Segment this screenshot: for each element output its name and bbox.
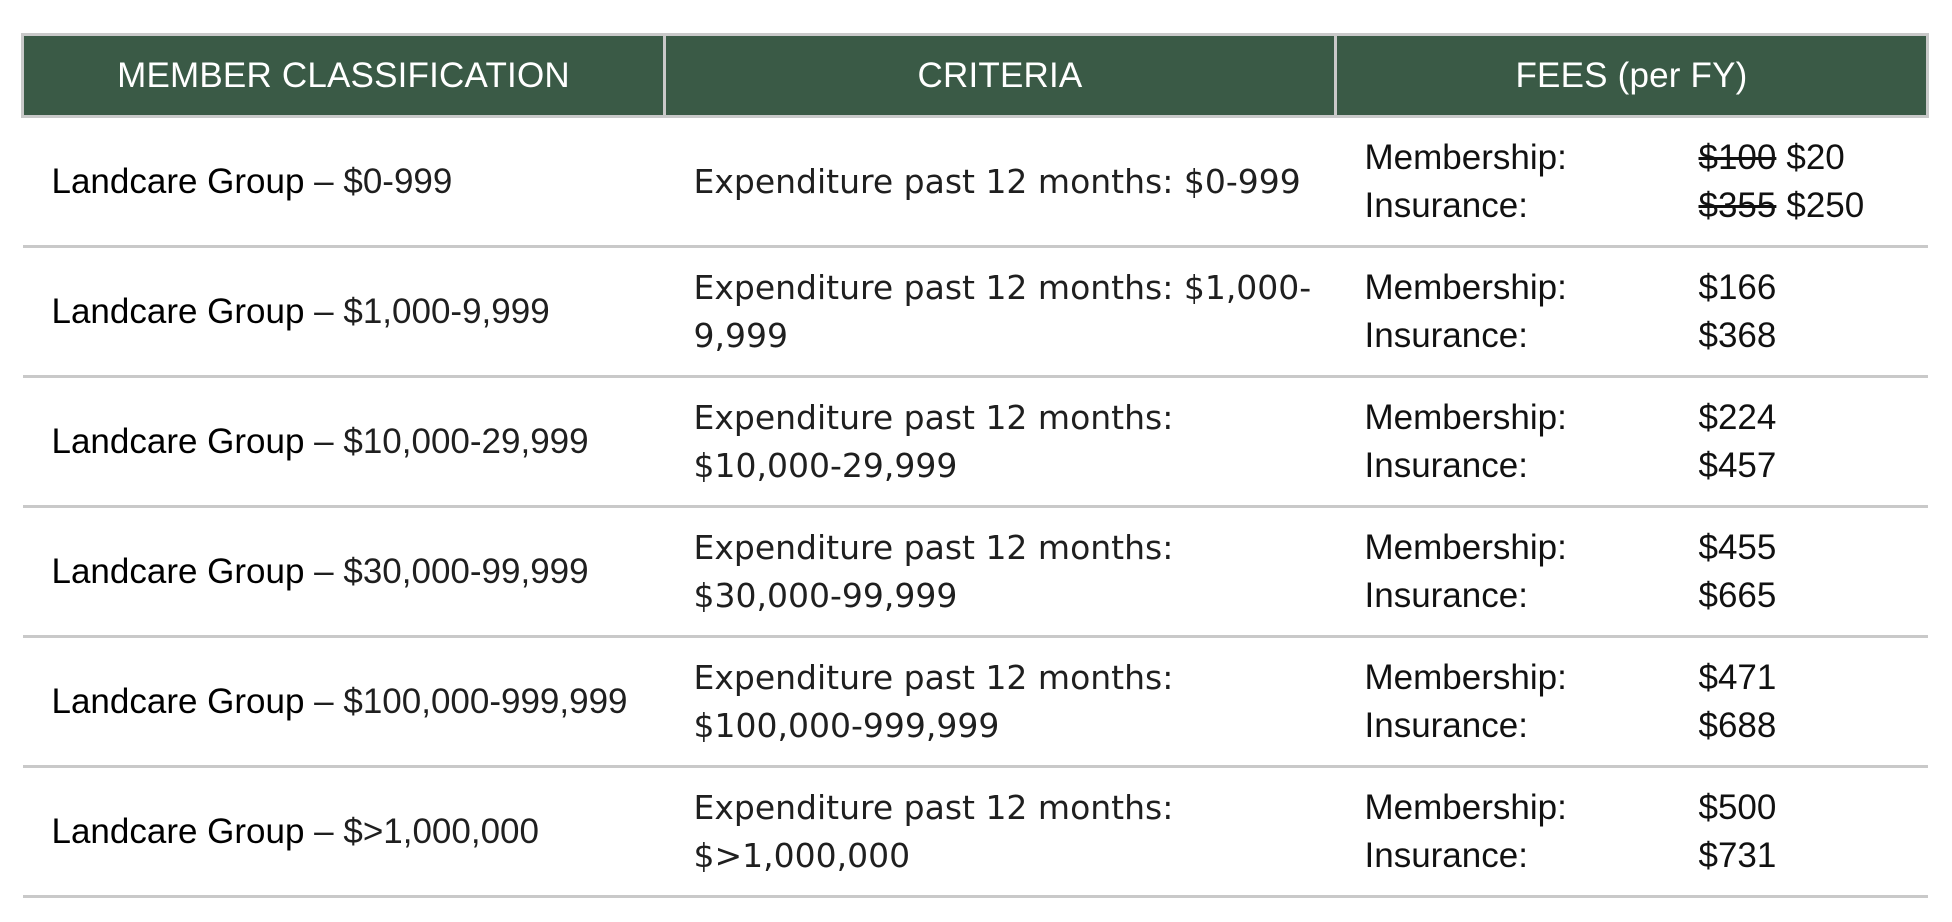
header-criteria: CRITERIA [665, 35, 1336, 117]
insurance-old-price: $355 [1698, 185, 1777, 225]
membership-price: $455 [1698, 527, 1777, 567]
group-name: Landcare Group [51, 681, 305, 721]
membership-price: $166 [1698, 267, 1777, 307]
membership-fee-line [1365, 264, 1906, 312]
expenditure-range: – $0-999 [304, 161, 453, 201]
insurance-fee [1699, 182, 1865, 230]
membership-price: $471 [1698, 657, 1777, 697]
fees-cell [1336, 377, 1928, 507]
membership-label: Membership: [1364, 787, 1567, 827]
expenditure-range: – $30,000-99,999 [304, 551, 589, 591]
criteria-cell: Expenditure past 12 months: $1,000-9,999 [665, 247, 1336, 377]
membership-price: $500 [1698, 787, 1777, 827]
insurance-label: Insurance: [1364, 185, 1528, 225]
expenditure-range: – $1,000-9,999 [304, 291, 550, 331]
insurance-price: $457 [1698, 445, 1777, 485]
group-name: Landcare Group [51, 551, 305, 591]
insurance-label: Insurance: [1364, 315, 1528, 355]
group-name: Landcare Group [51, 811, 305, 851]
membership-label: Membership: [1364, 397, 1567, 437]
insurance-price: $688 [1698, 705, 1777, 745]
classification-cell [23, 117, 665, 247]
group-name: Landcare Group [51, 421, 305, 461]
fees-cell [1336, 117, 1928, 247]
insurance-label: Insurance: [1364, 705, 1528, 745]
fees-cell [1336, 507, 1928, 637]
membership-old-price: $100 [1698, 137, 1777, 177]
table-row [23, 117, 1928, 247]
insurance-label: Insurance: [1364, 445, 1528, 485]
insurance-price: $731 [1698, 835, 1777, 875]
membership-fee-line [1365, 524, 1906, 572]
table-header [23, 35, 1928, 117]
table-row [23, 377, 1928, 507]
header-fees: FEES (per FY) [1336, 35, 1928, 117]
insurance-price: $665 [1698, 575, 1777, 615]
insurance-fee-line [1365, 442, 1906, 490]
membership-fee-line [1365, 654, 1906, 702]
insurance-label: Insurance: [1364, 575, 1528, 615]
membership-label: Membership: [1364, 137, 1567, 177]
classification-cell [23, 377, 665, 507]
header-member-classification: MEMBER CLASSIFICATION [23, 35, 665, 117]
insurance-fee-line [1365, 832, 1906, 880]
table-row [23, 767, 1928, 897]
insurance-price: $250 [1786, 185, 1865, 225]
insurance-label: Insurance: [1364, 835, 1528, 875]
criteria-cell: Expenditure past 12 months: $100,000-999,999 [665, 637, 1336, 767]
insurance-fee-line [1365, 702, 1906, 750]
insurance-price: $368 [1698, 315, 1777, 355]
insurance-fee-line [1365, 312, 1906, 360]
header-row [23, 35, 1928, 117]
criteria-cell: Expenditure past 12 months: $0-999 [665, 117, 1336, 247]
group-name: Landcare Group [51, 291, 305, 331]
membership-label: Membership: [1364, 527, 1567, 567]
fees-cell [1336, 767, 1928, 897]
classification-cell [23, 637, 665, 767]
insurance-fee-line [1365, 572, 1906, 620]
criteria-cell: Expenditure past 12 months: $10,000-29,999 [665, 377, 1336, 507]
expenditure-range: – $10,000-29,999 [304, 421, 589, 461]
criteria-cell: Expenditure past 12 months: $>1,000,000 [665, 767, 1336, 897]
table-row [23, 637, 1928, 767]
membership-fee [1699, 134, 1845, 182]
membership-fees-table [21, 33, 1929, 898]
insurance-fee-line [1365, 182, 1906, 230]
criteria-cell: Expenditure past 12 months: $30,000-99,999 [665, 507, 1336, 637]
membership-fee-line [1365, 784, 1906, 832]
membership-price: $20 [1786, 137, 1845, 177]
membership-fee-line [1365, 394, 1906, 442]
fees-cell [1336, 247, 1928, 377]
fees-cell [1336, 637, 1928, 767]
table-row [23, 507, 1928, 637]
membership-label: Membership: [1364, 657, 1567, 697]
expenditure-range: – $>1,000,000 [304, 811, 539, 851]
classification-cell [23, 507, 665, 637]
membership-label: Membership: [1364, 267, 1567, 307]
membership-fee-line [1365, 134, 1906, 182]
table-body [23, 117, 1928, 897]
membership-price: $224 [1698, 397, 1777, 437]
classification-cell [23, 247, 665, 377]
expenditure-range: – $100,000-999,999 [304, 681, 628, 721]
table-row [23, 247, 1928, 377]
classification-cell [23, 767, 665, 897]
group-name: Landcare Group [51, 161, 305, 201]
